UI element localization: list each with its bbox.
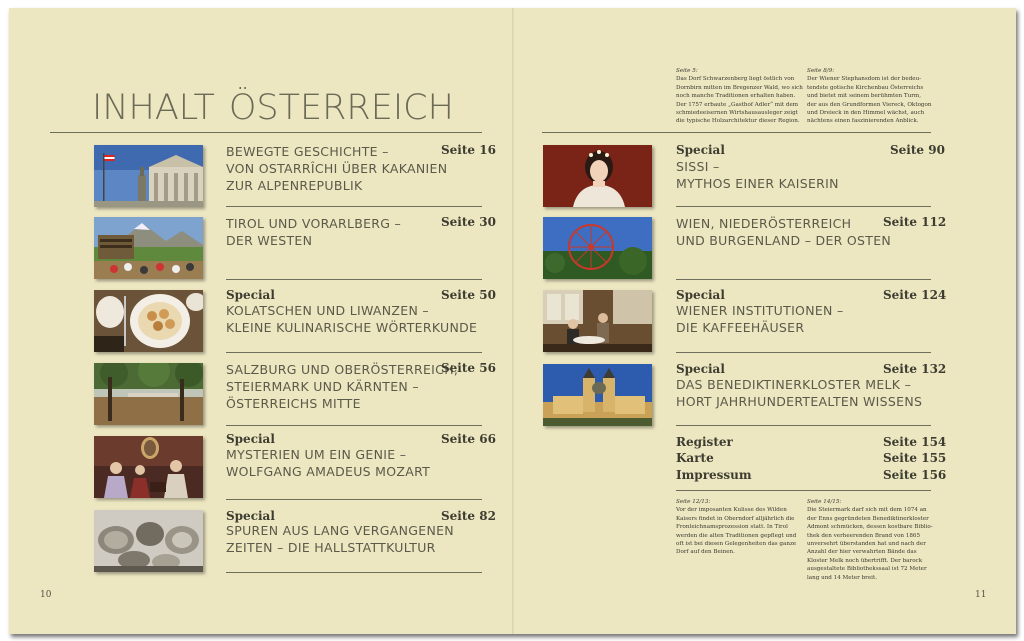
caption-heading: Seite 14/15: xyxy=(807,499,842,505)
entry-line: WIENER INSTITUTIONEN – xyxy=(676,303,844,318)
entry-line: WOLFGANG AMADEUS MOZART xyxy=(226,464,431,479)
thumb-sissi-image xyxy=(543,145,652,207)
entry-line: ZEITEN – DIE HALLSTATTKULTUR xyxy=(226,540,436,555)
caption-line: tendste gotische Kirchenbau Österreichs xyxy=(807,84,924,91)
extras-rule xyxy=(676,490,931,491)
caption-seite-5 xyxy=(676,67,803,126)
entry-title-geschichte xyxy=(226,143,447,194)
entry-line: ÖSTERREICHS MITTE xyxy=(226,396,361,411)
entry-rule xyxy=(226,425,482,426)
thumb-riesenrad-image xyxy=(543,217,652,279)
caption-line: Anzahl der hier verwahrten Bände das xyxy=(807,549,917,556)
entry-line: VON OSTARRÎCHI ÜBER KAKANIEN xyxy=(226,161,448,176)
special-label: Special xyxy=(226,509,275,523)
caption-line: ausgestaltete Bibliothekssaal ist 72 Meter xyxy=(807,566,927,573)
register-page: Seite 154 xyxy=(883,435,947,449)
entry-line: TIROL UND VORARLBERG – xyxy=(226,216,402,231)
caption-line: und bietet mit seinem berühmten Turm, xyxy=(807,93,922,100)
caption-line: Kaisers findet in Oberndorf alljährlich die xyxy=(676,515,795,522)
caption-line: der Enns gegründeten Benediktinerkloster xyxy=(807,515,929,522)
entry-page-number: Seite 82 xyxy=(441,509,496,523)
page-title xyxy=(92,88,454,128)
thumb-hallstatt-image xyxy=(94,510,203,572)
caption-line: thek den verheerenden Brand von 1865 xyxy=(807,532,921,539)
special-label: Special xyxy=(676,288,725,302)
caption-line: nächtens einen faszinierenden Anblick. xyxy=(807,118,919,125)
entry-line: DIE KAFFEEHÄUSER xyxy=(676,320,805,335)
entry-title-wien xyxy=(676,215,891,249)
entry-page-number: Seite 30 xyxy=(441,215,496,229)
impressum-label: Impressum xyxy=(676,468,752,482)
title-rule-right xyxy=(542,132,931,133)
entry-line: ZUR ALPENREPUBLIK xyxy=(226,178,363,193)
entry-line: UND BURGENLAND – DER OSTEN xyxy=(676,233,892,248)
caption-line: Kloster Melk noch übertrifft. Der barock xyxy=(807,557,923,564)
title-inhalt: INHALT xyxy=(92,88,215,128)
karte-label: Karte xyxy=(676,451,714,465)
entry-line: HORT JAHRHUNDERTEALTEN WISSENS xyxy=(676,394,923,409)
entry-page-number: Seite 132 xyxy=(883,362,947,376)
caption-line: Dorf auf den Beinen. xyxy=(676,549,735,556)
thumb-food-image xyxy=(94,290,203,352)
entry-line: SALZBURG UND OBERÖSTERREICH, xyxy=(226,362,459,377)
entry-rule xyxy=(676,352,931,353)
caption-line: werden die alten Traditionen gepflegt und xyxy=(676,532,797,539)
caption-line: und Dreieck in den Himmel wächst, auch xyxy=(807,110,925,117)
entry-line: KOLATSCHEN UND LIWANZEN – xyxy=(226,303,429,318)
entry-title-sissi xyxy=(676,158,839,192)
entry-page-number: Seite 112 xyxy=(883,215,947,229)
caption-line: Admont schmücken, dessen kostbare Biblio- xyxy=(807,524,933,531)
caption-line: Das Dorf Schwarzenberg liegt östlich von xyxy=(676,76,795,83)
caption-line: Die Steiermark darf sich mit dem 1074 an xyxy=(807,507,927,514)
entry-rule xyxy=(226,572,482,573)
entry-line: WIEN, NIEDERÖSTERREICH xyxy=(676,216,852,231)
register-label: Register xyxy=(676,435,733,449)
caption-line: schmiedeeisernen Wirtshausausleger zeigt xyxy=(676,110,798,117)
caption-heading: Seite 12/13: xyxy=(676,499,711,505)
entry-rule xyxy=(226,352,482,353)
entry-line: STEIERMARK UND KÄRNTEN – xyxy=(226,379,419,394)
entry-rule xyxy=(226,279,482,280)
caption-line: oft ist bei diesen Gelegenheiten das ganze xyxy=(676,541,797,548)
page-number-left: 10 xyxy=(40,590,52,600)
caption-line: der aus den Grundformen Viereck, Oktogon xyxy=(807,101,932,108)
caption-line: Fronleichnamsprozession statt. In Tirol xyxy=(676,524,788,531)
special-label: Special xyxy=(226,432,275,446)
entry-title-salzburg xyxy=(226,361,458,412)
entry-rule xyxy=(676,206,931,207)
entry-page-number: Seite 16 xyxy=(441,143,496,157)
entry-line: DAS BENEDIKTINERKLOSTER MELK – xyxy=(676,377,912,392)
entry-rule xyxy=(676,425,931,426)
caption-line: Der 1757 erbaute „Gasthof Adler“ mit dem xyxy=(676,101,799,108)
entry-title-kaffeehaeuser xyxy=(676,302,844,336)
entry-page-number: Seite 124 xyxy=(883,288,947,302)
entry-page-number: Seite 50 xyxy=(441,288,496,302)
entry-page-number: Seite 90 xyxy=(890,143,945,157)
caption-line: Vor der imposanten Kulisse des Wilden xyxy=(676,507,787,514)
entry-title-melk xyxy=(676,376,922,410)
entry-line: KLEINE KULINARISCHE WÖRTERKUNDE xyxy=(226,320,478,335)
entry-title-tirol xyxy=(226,215,401,249)
entry-title-kolatschen xyxy=(226,302,477,336)
special-label: Special xyxy=(676,143,725,157)
caption-heading: Seite 8/9: xyxy=(807,68,835,74)
title-rule xyxy=(50,132,482,133)
entry-line: SISSI – xyxy=(676,159,720,174)
book-fold xyxy=(512,8,514,634)
entry-page-number: Seite 56 xyxy=(441,361,496,375)
special-label: Special xyxy=(676,362,725,376)
special-label: Special xyxy=(226,288,275,302)
caption-seite-14-15 xyxy=(807,498,933,582)
entry-rule xyxy=(226,499,482,500)
thumb-parliament-image xyxy=(94,145,203,207)
caption-line: noch manche Traditionen erhalten haben. xyxy=(676,93,796,100)
caption-line: unversehrt überstanden hat und nach der xyxy=(807,541,926,548)
entry-line: BEWEGTE GESCHICHTE – xyxy=(226,144,389,159)
title-oesterreich: ÖSTERREICH xyxy=(228,88,454,128)
entry-line: MYTHOS EINER KAISERIN xyxy=(676,176,839,191)
entry-title-hallstatt xyxy=(226,522,454,556)
entry-line: SPUREN AUS LANG VERGANGENEN xyxy=(226,523,454,538)
thumb-mozart-image xyxy=(94,436,203,498)
entry-page-number: Seite 66 xyxy=(441,432,496,446)
thumb-melk-image xyxy=(543,364,652,426)
caption-seite-12-13 xyxy=(676,498,796,557)
page-number-right: 11 xyxy=(975,590,987,600)
entry-line: MYSTERIEN UM EIN GENIE – xyxy=(226,447,407,462)
entry-line: DER WESTEN xyxy=(226,233,313,248)
thumb-tirol-image xyxy=(94,217,203,279)
entry-title-mozart xyxy=(226,446,430,480)
caption-line: lang und 14 Meter breit. xyxy=(807,574,877,581)
caption-line: die typische Holzarchitektur dieser Region. xyxy=(676,118,800,125)
entry-rule xyxy=(676,279,931,280)
caption-line: Der Wiener Stephansdom ist der bedeu- xyxy=(807,76,922,83)
caption-heading: Seite 5: xyxy=(676,68,698,74)
karte-page: Seite 155 xyxy=(883,451,947,465)
impressum-page: Seite 156 xyxy=(883,468,947,482)
caption-line: Dornbirn mitten im Bregenzer Wald, wo sich xyxy=(676,84,803,91)
thumb-salzburg-image xyxy=(94,363,203,425)
thumb-kaffeehaus-image xyxy=(543,290,652,352)
caption-seite-8-9 xyxy=(807,67,931,126)
entry-rule xyxy=(226,206,482,207)
